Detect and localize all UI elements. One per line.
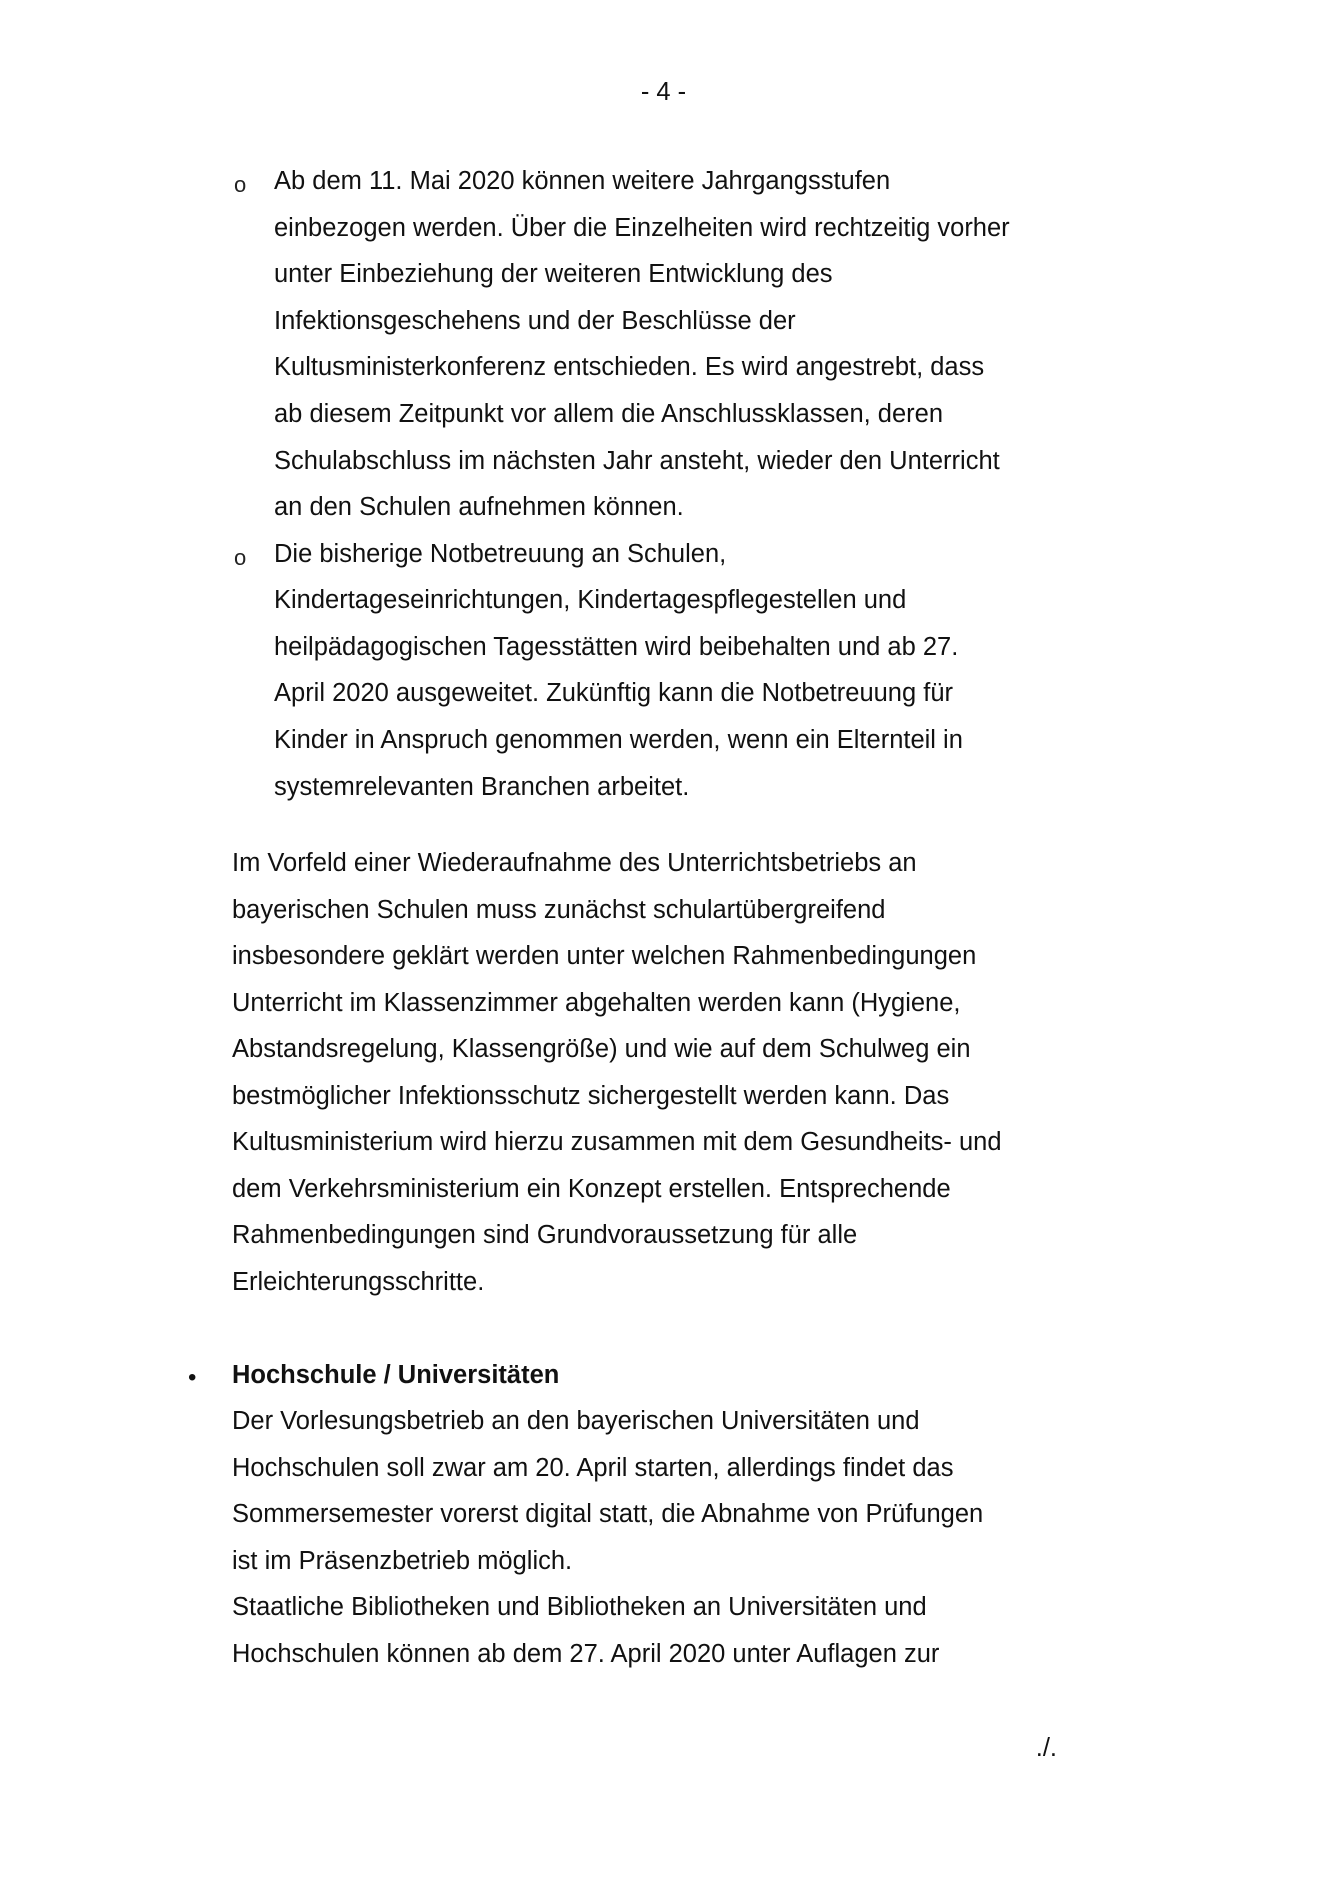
- list-item-2-line-3: heilpädagogischen Tagesstätten wird beibehalten und ab 27.: [274, 633, 959, 661]
- page-number: - 4 -: [640, 78, 687, 106]
- list-item-1-line-5: Kultusministerkonferenz entschieden. Es wird angestrebt, dass: [274, 353, 985, 381]
- paragraph-line-10: Erleichterungsschritte.: [232, 1268, 485, 1296]
- paragraph-line-4: Unterricht im Klassenzimmer abgehalten werden kann (Hygiene,: [232, 989, 961, 1017]
- section-line-4: ist im Präsenzbetrieb möglich.: [232, 1547, 573, 1575]
- section-line-5: Staatliche Bibliotheken und Bibliotheken an Universitäten und: [232, 1593, 927, 1621]
- list-item-2-line-4: April 2020 ausgeweitet. Zukünftig kann die Notbetreuung für: [274, 679, 954, 707]
- list-item-2-line-5: Kinder in Anspruch genommen werden, wenn ein Elternteil in: [274, 726, 963, 754]
- list-item-2-line-2: Kindertageseinrichtungen, Kindertagespflegestellen und: [274, 586, 907, 614]
- list-marker-circle: o: [234, 172, 247, 197]
- paragraph-line-1: Im Vorfeld einer Wiederaufnahme des Unterrichtsbetriebs an: [232, 849, 917, 877]
- continuation-mark: ./.: [1035, 1734, 1057, 1762]
- list-item-1-line-2: einbezogen werden. Über die Einzelheiten wird rechtzeitig vorher: [274, 214, 1010, 242]
- paragraph-line-8: dem Verkehrsministerium ein Konzept erstellen. Entsprechende: [232, 1175, 951, 1203]
- section-line-6: Hochschulen können ab dem 27. April 2020 unter Auflagen zur: [232, 1640, 940, 1668]
- section-line-1: Der Vorlesungsbetrieb an den bayerischen Universitäten und: [232, 1407, 920, 1435]
- section-line-2: Hochschulen soll zwar am 20. April starten, allerdings findet das: [232, 1454, 954, 1482]
- paragraph-line-9: Rahmenbedingungen sind Grundvoraussetzung für alle: [232, 1221, 858, 1249]
- list-item-1-line-1: Ab dem 11. Mai 2020 können weitere Jahrgangsstufen: [274, 167, 891, 195]
- list-item-2-line-6: systemrelevanten Branchen arbeitet.: [274, 773, 690, 801]
- list-item-1-line-8: an den Schulen aufnehmen können.: [274, 493, 684, 521]
- section-heading: Hochschule / Universitäten: [232, 1361, 560, 1389]
- paragraph-line-2: bayerischen Schulen muss zunächst schulartübergreifend: [232, 896, 886, 924]
- list-item-2-line-1: Die bisherige Notbetreuung an Schulen,: [274, 540, 727, 568]
- paragraph-line-6: bestmöglicher Infektionsschutz sichergestellt werden kann. Das: [232, 1082, 950, 1110]
- list-item-1-line-7: Schulabschluss im nächsten Jahr ansteht, wieder den Unterricht: [274, 447, 1000, 475]
- paragraph-line-5: Abstandsregelung, Klassengröße) und wie auf dem Schulweg ein: [232, 1035, 971, 1063]
- list-item-1-line-6: ab diesem Zeitpunkt vor allem die Anschlussklassen, deren: [274, 400, 944, 428]
- section-bullet: •: [188, 1364, 197, 1391]
- paragraph-line-7: Kultusministerium wird hierzu zusammen mit dem Gesundheits- und: [232, 1128, 1002, 1156]
- list-item-1-line-3: unter Einbeziehung der weiteren Entwicklung des: [274, 260, 833, 288]
- section-line-3: Sommersemester vorerst digital statt, die Abnahme von Prüfungen: [232, 1500, 984, 1528]
- paragraph-line-3: insbesondere geklärt werden unter welchen Rahmenbedingungen: [232, 942, 977, 970]
- list-item-1-line-4: Infektionsgeschehens und der Beschlüsse der: [274, 307, 796, 335]
- list-marker-circle: o: [234, 545, 247, 570]
